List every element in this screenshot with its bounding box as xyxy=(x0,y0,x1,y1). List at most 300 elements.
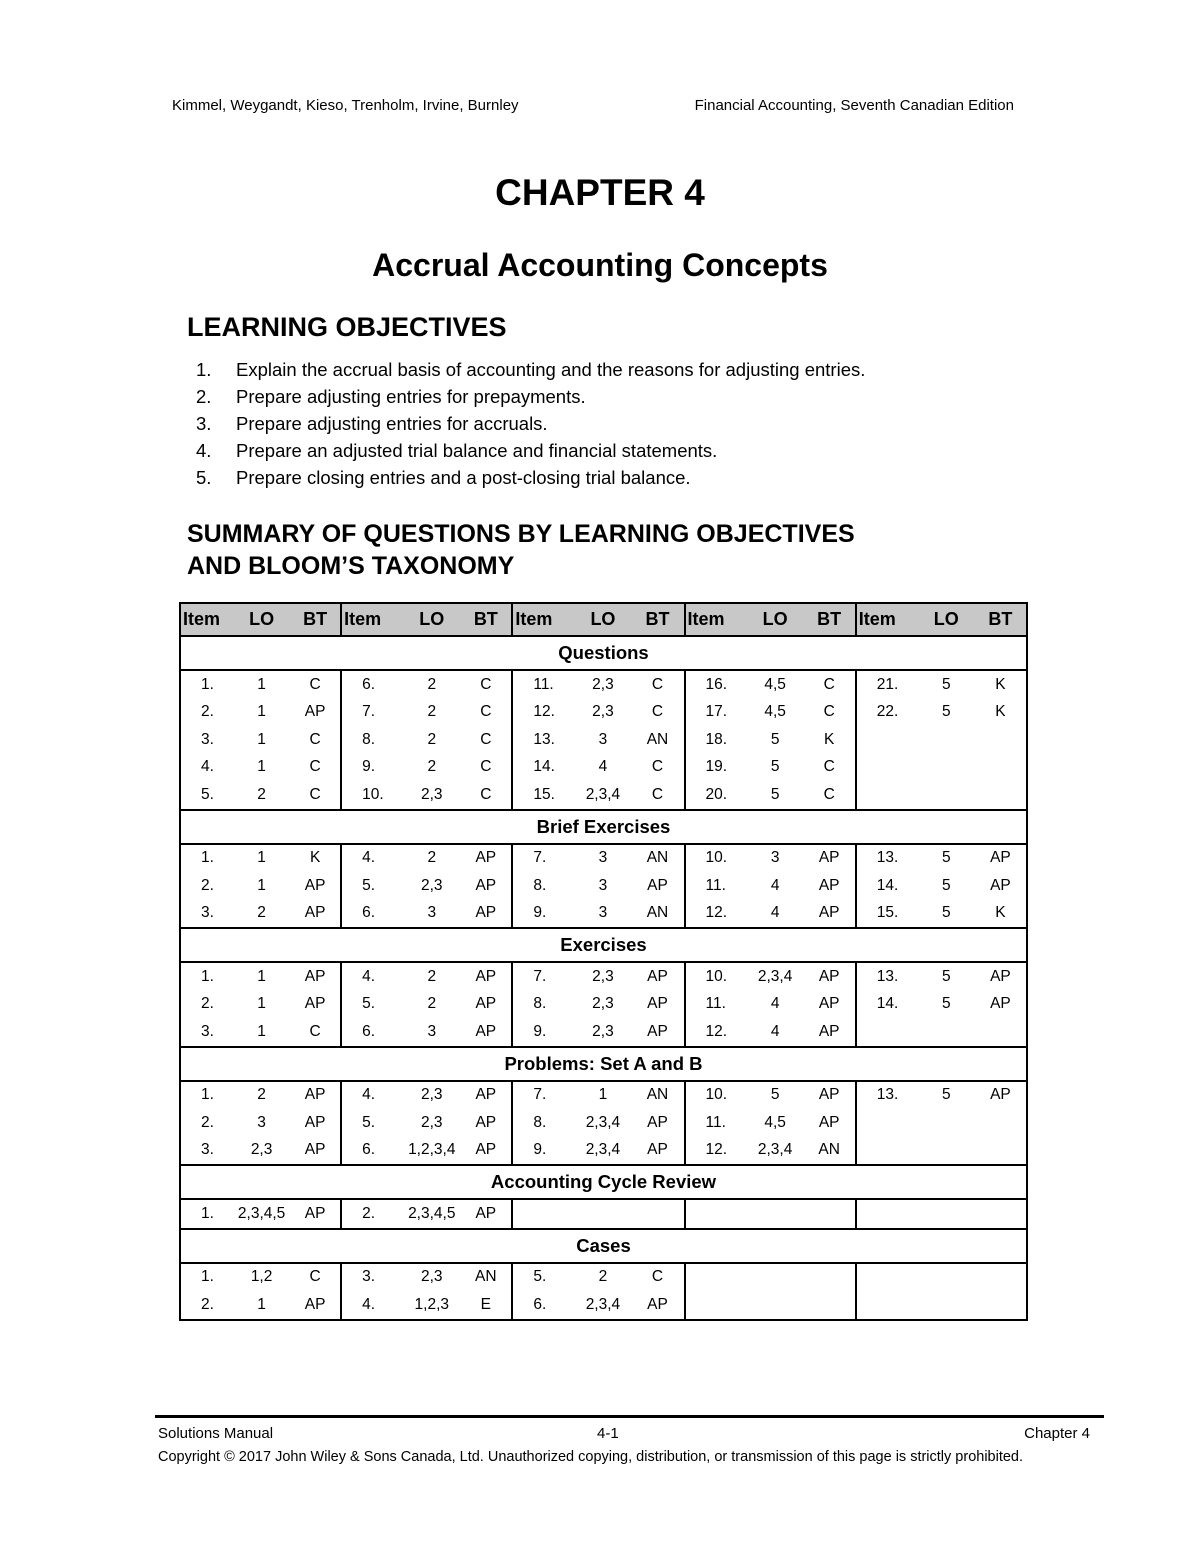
cell-item: 4. xyxy=(341,844,403,873)
section-header-row xyxy=(180,928,1027,962)
cell-item: 10. xyxy=(341,781,403,810)
cell-lo: 5 xyxy=(770,730,780,748)
cell-lo: 5 xyxy=(941,904,951,922)
cell-lo: 1 xyxy=(233,1291,290,1320)
cell-item: 18. xyxy=(685,726,747,754)
cell-bt xyxy=(975,1263,1027,1292)
cell-item: 2. xyxy=(180,1109,233,1137)
cell-item: 13. xyxy=(856,962,918,991)
cell-item: 4. xyxy=(341,1081,403,1110)
cell-bt: AP xyxy=(475,1086,497,1104)
cell-item: 11. xyxy=(685,872,747,900)
table-row xyxy=(180,1081,1027,1110)
cell-bt xyxy=(975,1018,1027,1047)
cell-lo: 2 xyxy=(257,904,266,922)
cell-lo: 2,3,4 xyxy=(585,1113,621,1131)
cell-bt: C xyxy=(651,758,664,776)
cell-bt: C xyxy=(823,703,835,721)
cell-bt: AP xyxy=(818,1086,840,1104)
cell-bt: AP xyxy=(818,995,840,1013)
footer-left: Solutions Manual xyxy=(158,1425,274,1442)
cell-item: 1. xyxy=(180,670,233,699)
cell-item: 4. xyxy=(341,962,403,991)
cell-item: 7. xyxy=(512,844,574,873)
column-header-lo: LO xyxy=(747,603,804,636)
cell-lo: 1 xyxy=(257,675,266,693)
cell-item: 5. xyxy=(341,991,403,1019)
cell-bt: C xyxy=(823,785,835,803)
cell-lo: 3 xyxy=(598,904,608,922)
cell-item: 16. xyxy=(685,670,747,699)
cell-lo xyxy=(918,1199,975,1229)
cell-item: 9. xyxy=(512,1137,574,1166)
table-row xyxy=(180,1109,1027,1137)
cell-item: 8. xyxy=(341,726,403,754)
column-header-bt: BT xyxy=(804,603,856,636)
cell-lo: 2 xyxy=(427,703,437,721)
cell-bt: AP xyxy=(631,1291,684,1320)
cell-bt: AP xyxy=(304,1141,326,1159)
learning-objective-item: 4. Prepare an adjusted trial balance and financial statements. xyxy=(196,440,718,461)
cell-item: 8. xyxy=(512,991,574,1019)
cell-bt: AP xyxy=(975,1081,1027,1110)
cell-lo: 2,3,4 xyxy=(757,967,793,985)
cell-item xyxy=(856,1137,918,1166)
cell-item: 6. xyxy=(512,1291,574,1320)
cell-item: 17. xyxy=(685,699,747,727)
cell-lo: 4 xyxy=(770,876,780,894)
cell-bt: AP xyxy=(304,967,326,985)
cell-bt: K xyxy=(975,670,1027,699)
cell-bt: AN xyxy=(818,1141,840,1159)
cell-lo xyxy=(918,754,975,782)
cell-item: 13. xyxy=(512,726,574,754)
column-header-bt: BT xyxy=(290,603,341,636)
cell-item: 22. xyxy=(856,699,918,727)
cell-item: 6. xyxy=(341,670,403,699)
cell-lo: 4,5 xyxy=(764,703,786,721)
cell-item: 13. xyxy=(856,1081,918,1110)
cell-bt: AP xyxy=(304,1086,326,1104)
cell-bt: C xyxy=(651,785,664,803)
section-title: Brief Exercises xyxy=(180,810,1027,844)
cell-item: 11. xyxy=(512,670,574,699)
cell-lo: 5 xyxy=(941,675,951,693)
cell-item: 14. xyxy=(512,754,574,782)
cell-lo: 2,3 xyxy=(420,1086,443,1104)
cell-lo: 2 xyxy=(427,730,437,748)
table-row xyxy=(180,1018,1027,1047)
cell-bt: AP xyxy=(475,1022,497,1040)
column-header-item: Item xyxy=(685,603,747,636)
cell-lo xyxy=(574,1199,631,1229)
column-header-lo: LO xyxy=(233,603,290,636)
table-row xyxy=(180,872,1027,900)
footer-rule xyxy=(155,1415,1104,1418)
cell-item: 3. xyxy=(180,900,233,929)
cell-item: 5. xyxy=(180,781,233,810)
section-header-row xyxy=(180,1165,1027,1199)
cell-bt: AN xyxy=(646,730,669,748)
table-row xyxy=(180,991,1027,1019)
cell-bt: AN xyxy=(475,1268,497,1286)
cell-bt xyxy=(631,1199,684,1229)
table-row xyxy=(180,781,1027,810)
cell-item: 3. xyxy=(341,1263,403,1292)
cell-lo: 2,3,4 xyxy=(757,1141,793,1159)
cell-item: 4. xyxy=(341,1291,403,1320)
cell-lo: 2 xyxy=(257,1086,266,1104)
cell-lo: 5 xyxy=(770,785,780,803)
cell-item xyxy=(685,1291,747,1320)
cell-item: 4. xyxy=(180,754,233,782)
cell-item: 9. xyxy=(512,900,574,929)
cell-item xyxy=(856,1109,918,1137)
cell-lo: 4 xyxy=(770,995,780,1013)
section-title: Exercises xyxy=(180,928,1027,962)
cell-lo: 4,5 xyxy=(764,675,786,693)
cell-lo xyxy=(918,1291,975,1320)
cell-bt: AP xyxy=(647,967,668,985)
learning-objectives-heading: LEARNING OBJECTIVES xyxy=(187,312,507,342)
column-header-item: Item xyxy=(512,603,574,636)
cell-item: 2. xyxy=(180,872,233,900)
cell-bt: AP xyxy=(818,849,840,867)
cell-lo: 3 xyxy=(598,730,608,748)
table-row xyxy=(180,1263,1027,1292)
cell-item: 14. xyxy=(856,991,918,1019)
column-header-bt: BT xyxy=(975,603,1027,636)
cell-bt xyxy=(975,754,1027,782)
cell-item: 7. xyxy=(512,1081,574,1110)
copyright-notice: Copyright © 2017 John Wiley & Sons Canada, Ltd. Unauthorized copying, distribution, or transmission of this page is strictly prohibited. xyxy=(158,1449,1024,1465)
cell-bt: AP xyxy=(304,995,326,1013)
cell-lo: 3 xyxy=(257,1113,266,1131)
cell-lo xyxy=(918,781,975,810)
table-row xyxy=(180,1199,1027,1229)
cell-bt: K xyxy=(975,699,1027,727)
cell-bt: C xyxy=(309,785,321,803)
cell-lo: 3 xyxy=(427,904,437,922)
learning-objective-item: 3. Prepare adjusting entries for accruals. xyxy=(196,413,548,434)
cell-bt: C xyxy=(651,675,664,693)
cell-bt: C xyxy=(480,730,492,748)
cell-bt: AP xyxy=(818,967,840,985)
cell-bt: C xyxy=(309,675,321,693)
cell-item: 10. xyxy=(685,1081,747,1110)
cell-item: 6. xyxy=(341,1137,403,1166)
cell-bt: AP xyxy=(818,1113,840,1131)
cell-item: 13. xyxy=(856,844,918,873)
cell-lo: 3 xyxy=(598,849,608,867)
cell-item: 2. xyxy=(341,1199,403,1229)
footer-chapter: Chapter 4 xyxy=(1024,1425,1090,1442)
cell-lo: 1,2 xyxy=(250,1268,273,1286)
cell-item: 12. xyxy=(685,900,747,929)
cell-lo: 1 xyxy=(257,876,266,894)
cell-item: 1. xyxy=(180,1199,233,1229)
cell-lo: 5 xyxy=(941,967,951,985)
cell-item: 10. xyxy=(685,962,747,991)
cell-bt: AP xyxy=(290,1291,341,1320)
cell-item: 8. xyxy=(512,1109,574,1137)
cell-item: 12. xyxy=(512,699,574,727)
cell-bt: C xyxy=(309,758,321,776)
cell-item: 2. xyxy=(180,699,233,727)
cell-lo xyxy=(747,1263,804,1292)
cell-bt: C xyxy=(480,785,492,803)
cell-lo xyxy=(918,1137,975,1166)
cell-item: 3. xyxy=(180,1018,233,1047)
cell-lo: 1 xyxy=(598,1086,608,1104)
cell-item xyxy=(856,1291,918,1320)
section-title: Problems: Set A and B xyxy=(180,1047,1027,1081)
section-title: Accounting Cycle Review xyxy=(180,1165,1027,1199)
cell-lo: 2 xyxy=(427,758,437,776)
table-row xyxy=(180,900,1027,929)
cell-lo: 2,3,4 xyxy=(585,785,621,803)
cell-bt: AP xyxy=(304,904,326,922)
cell-item: 20. xyxy=(685,781,747,810)
cell-bt: AP xyxy=(647,1141,668,1159)
cell-item xyxy=(856,1199,918,1229)
cell-lo: 5 xyxy=(770,1086,780,1104)
cell-lo: 4 xyxy=(598,758,608,776)
cell-bt: K xyxy=(975,900,1027,929)
cell-lo: 4 xyxy=(770,904,780,922)
cell-lo: 3 xyxy=(598,876,608,894)
cell-bt: C xyxy=(309,1268,321,1286)
cell-bt xyxy=(804,1291,856,1320)
cell-lo xyxy=(918,1263,975,1292)
cell-item xyxy=(856,1263,918,1292)
cell-lo: 5 xyxy=(941,995,951,1013)
table-header-row xyxy=(180,603,1027,636)
cell-lo: 2,3 xyxy=(420,1113,443,1131)
cell-bt: AP xyxy=(304,1204,326,1222)
table-row xyxy=(180,1291,1027,1320)
cell-bt: C xyxy=(309,1022,321,1040)
cell-lo: 2,3 xyxy=(592,1022,614,1040)
cell-lo: 2,3 xyxy=(592,703,614,721)
cell-item: 12. xyxy=(685,1137,747,1166)
cell-item xyxy=(685,1263,747,1292)
cell-lo xyxy=(747,1199,804,1229)
cell-item: 3. xyxy=(180,726,233,754)
table-row xyxy=(180,726,1027,754)
cell-bt: C xyxy=(480,703,492,721)
cell-item: 14. xyxy=(856,872,918,900)
column-header-bt: BT xyxy=(631,603,684,636)
summary-heading xyxy=(187,518,855,582)
cell-lo: 2 xyxy=(598,1268,608,1286)
cell-item: 5. xyxy=(512,1263,574,1292)
cell-lo: 3 xyxy=(770,849,780,867)
cell-bt xyxy=(804,1199,856,1229)
cell-item: 1. xyxy=(180,1263,233,1292)
cell-item xyxy=(856,781,918,810)
cell-item xyxy=(856,754,918,782)
cell-item xyxy=(512,1199,574,1229)
learning-objective-item: 2. Prepare adjusting entries for prepayments. xyxy=(196,386,586,407)
cell-item: 10. xyxy=(685,844,747,873)
cell-bt: AP xyxy=(647,995,668,1013)
chapter-subtitle: Accrual Accounting Concepts xyxy=(372,247,828,283)
cell-bt: K xyxy=(309,849,321,867)
header-authors: Kimmel, Weygandt, Kieso, Trenholm, Irvine, Burnley xyxy=(172,97,519,114)
cell-item: 7. xyxy=(512,962,574,991)
cell-item xyxy=(856,726,918,754)
cell-lo: 2,3 xyxy=(592,995,614,1013)
cell-item xyxy=(685,1199,747,1229)
cell-bt: AP xyxy=(475,1141,497,1159)
cell-item: 15. xyxy=(856,900,918,929)
cell-lo: 1 xyxy=(257,967,266,985)
cell-bt xyxy=(975,781,1027,810)
cell-lo: 2 xyxy=(427,849,437,867)
cell-item: 1. xyxy=(180,962,233,991)
table-row xyxy=(180,670,1027,699)
column-header-item: Item xyxy=(341,603,403,636)
column-header-lo: LO xyxy=(574,603,631,636)
section-title: Cases xyxy=(180,1229,1027,1263)
cell-item: 2. xyxy=(180,991,233,1019)
cell-lo: 2,3 xyxy=(420,876,443,894)
cell-bt: C xyxy=(823,758,835,776)
cell-bt: AP xyxy=(475,849,497,867)
cell-item: 8. xyxy=(512,872,574,900)
cell-item: 6. xyxy=(341,1018,403,1047)
cell-item: 21. xyxy=(856,670,918,699)
cell-bt: AP xyxy=(475,1204,497,1222)
cell-lo: 1 xyxy=(257,730,266,748)
cell-bt: C xyxy=(823,675,835,693)
section-header-row xyxy=(180,636,1027,670)
cell-lo: 2,3,4 xyxy=(585,1141,621,1159)
learning-objective-item: 1. Explain the accrual basis of accounting and the reasons for adjusting entries. xyxy=(196,359,866,380)
summary-heading-line1: SUMMARY OF QUESTIONS BY LEARNING OBJECTIVES xyxy=(187,520,855,548)
cell-bt: AP xyxy=(647,876,668,894)
cell-lo: 1,2,3,4 xyxy=(408,1141,456,1159)
cell-lo: 1 xyxy=(257,849,266,867)
cell-item: 6. xyxy=(341,900,403,929)
cell-lo: 2,3,4 xyxy=(574,1291,631,1320)
cell-bt: AP xyxy=(975,844,1027,873)
cell-item: 11. xyxy=(685,991,747,1019)
cell-lo: 1,2,3 xyxy=(403,1291,460,1320)
cell-bt: AP xyxy=(647,1022,668,1040)
cell-bt xyxy=(975,1291,1027,1320)
cell-bt: K xyxy=(824,730,835,748)
cell-bt: AN xyxy=(646,849,669,867)
cell-bt: AP xyxy=(818,1022,840,1040)
cell-lo: 2,3 xyxy=(420,1268,443,1286)
cell-bt: AP xyxy=(975,962,1027,991)
cell-lo xyxy=(918,1018,975,1047)
cell-lo xyxy=(918,1109,975,1137)
cell-item: 1. xyxy=(180,844,233,873)
cell-bt: AP xyxy=(304,876,326,894)
header-book-title: Financial Accounting, Seventh Canadian Edition xyxy=(694,97,1014,114)
cell-bt: C xyxy=(651,703,664,721)
table-row xyxy=(180,754,1027,782)
cell-bt: AP xyxy=(475,904,497,922)
cell-bt: AP xyxy=(304,703,326,721)
cell-lo: 5 xyxy=(941,876,951,894)
table-row xyxy=(180,962,1027,991)
cell-lo: 4 xyxy=(770,1022,780,1040)
cell-bt: C xyxy=(480,758,492,776)
cell-item xyxy=(856,1018,918,1047)
cell-bt xyxy=(975,1137,1027,1166)
cell-lo: 5 xyxy=(770,758,780,776)
cell-bt: AP xyxy=(975,872,1027,900)
cell-lo: 5 xyxy=(941,1086,951,1104)
cell-lo: 1 xyxy=(257,995,266,1013)
cell-lo: 5 xyxy=(941,703,951,721)
section-header-row xyxy=(180,1229,1027,1263)
table-row xyxy=(180,844,1027,873)
cell-bt xyxy=(975,726,1027,754)
cell-bt: C xyxy=(651,1268,664,1286)
cell-bt: AP xyxy=(475,995,497,1013)
cell-lo: 5 xyxy=(941,849,951,867)
cell-bt: E xyxy=(460,1291,512,1320)
cell-bt xyxy=(975,1199,1027,1229)
cell-lo: 1 xyxy=(257,703,266,721)
table-row xyxy=(180,1137,1027,1166)
cell-lo: 2 xyxy=(427,995,437,1013)
cell-bt: AP xyxy=(475,1113,497,1131)
column-header-lo: LO xyxy=(918,603,975,636)
cell-item: 12. xyxy=(685,1018,747,1047)
chapter-title: CHAPTER 4 xyxy=(495,172,705,213)
cell-lo: 1 xyxy=(257,758,266,776)
cell-item: 5. xyxy=(341,1109,403,1137)
table-row xyxy=(180,699,1027,727)
cell-bt: AP xyxy=(975,991,1027,1019)
cell-bt: C xyxy=(480,675,492,693)
cell-lo: 3 xyxy=(427,1022,437,1040)
section-title: Questions xyxy=(180,636,1027,670)
cell-bt: AP xyxy=(818,904,840,922)
section-header-row xyxy=(180,1047,1027,1081)
cell-lo xyxy=(747,1291,804,1320)
column-header-bt: BT xyxy=(460,603,512,636)
cell-lo: 2,3 xyxy=(250,1141,273,1159)
cell-item: 3. xyxy=(180,1137,233,1166)
cell-item: 1. xyxy=(180,1081,233,1110)
cell-lo: 2 xyxy=(427,675,437,693)
column-header-lo: LO xyxy=(403,603,460,636)
cell-lo: 2,3 xyxy=(420,785,443,803)
cell-lo: 2,3 xyxy=(592,967,614,985)
cell-lo xyxy=(918,726,975,754)
cell-bt xyxy=(975,1109,1027,1137)
learning-objectives-list xyxy=(196,358,865,493)
cell-lo: 2,3 xyxy=(592,675,614,693)
cell-item: 7. xyxy=(341,699,403,727)
cell-item: 15. xyxy=(512,781,574,810)
cell-item: 2. xyxy=(180,1291,233,1320)
cell-lo: 2,3,4,5 xyxy=(237,1204,286,1222)
cell-item: 11. xyxy=(685,1109,747,1137)
column-header-item: Item xyxy=(180,603,233,636)
summary-table xyxy=(179,602,1028,1321)
cell-bt: AP xyxy=(304,1113,326,1131)
cell-bt: AN xyxy=(646,1086,669,1104)
cell-lo: 4,5 xyxy=(764,1113,786,1131)
